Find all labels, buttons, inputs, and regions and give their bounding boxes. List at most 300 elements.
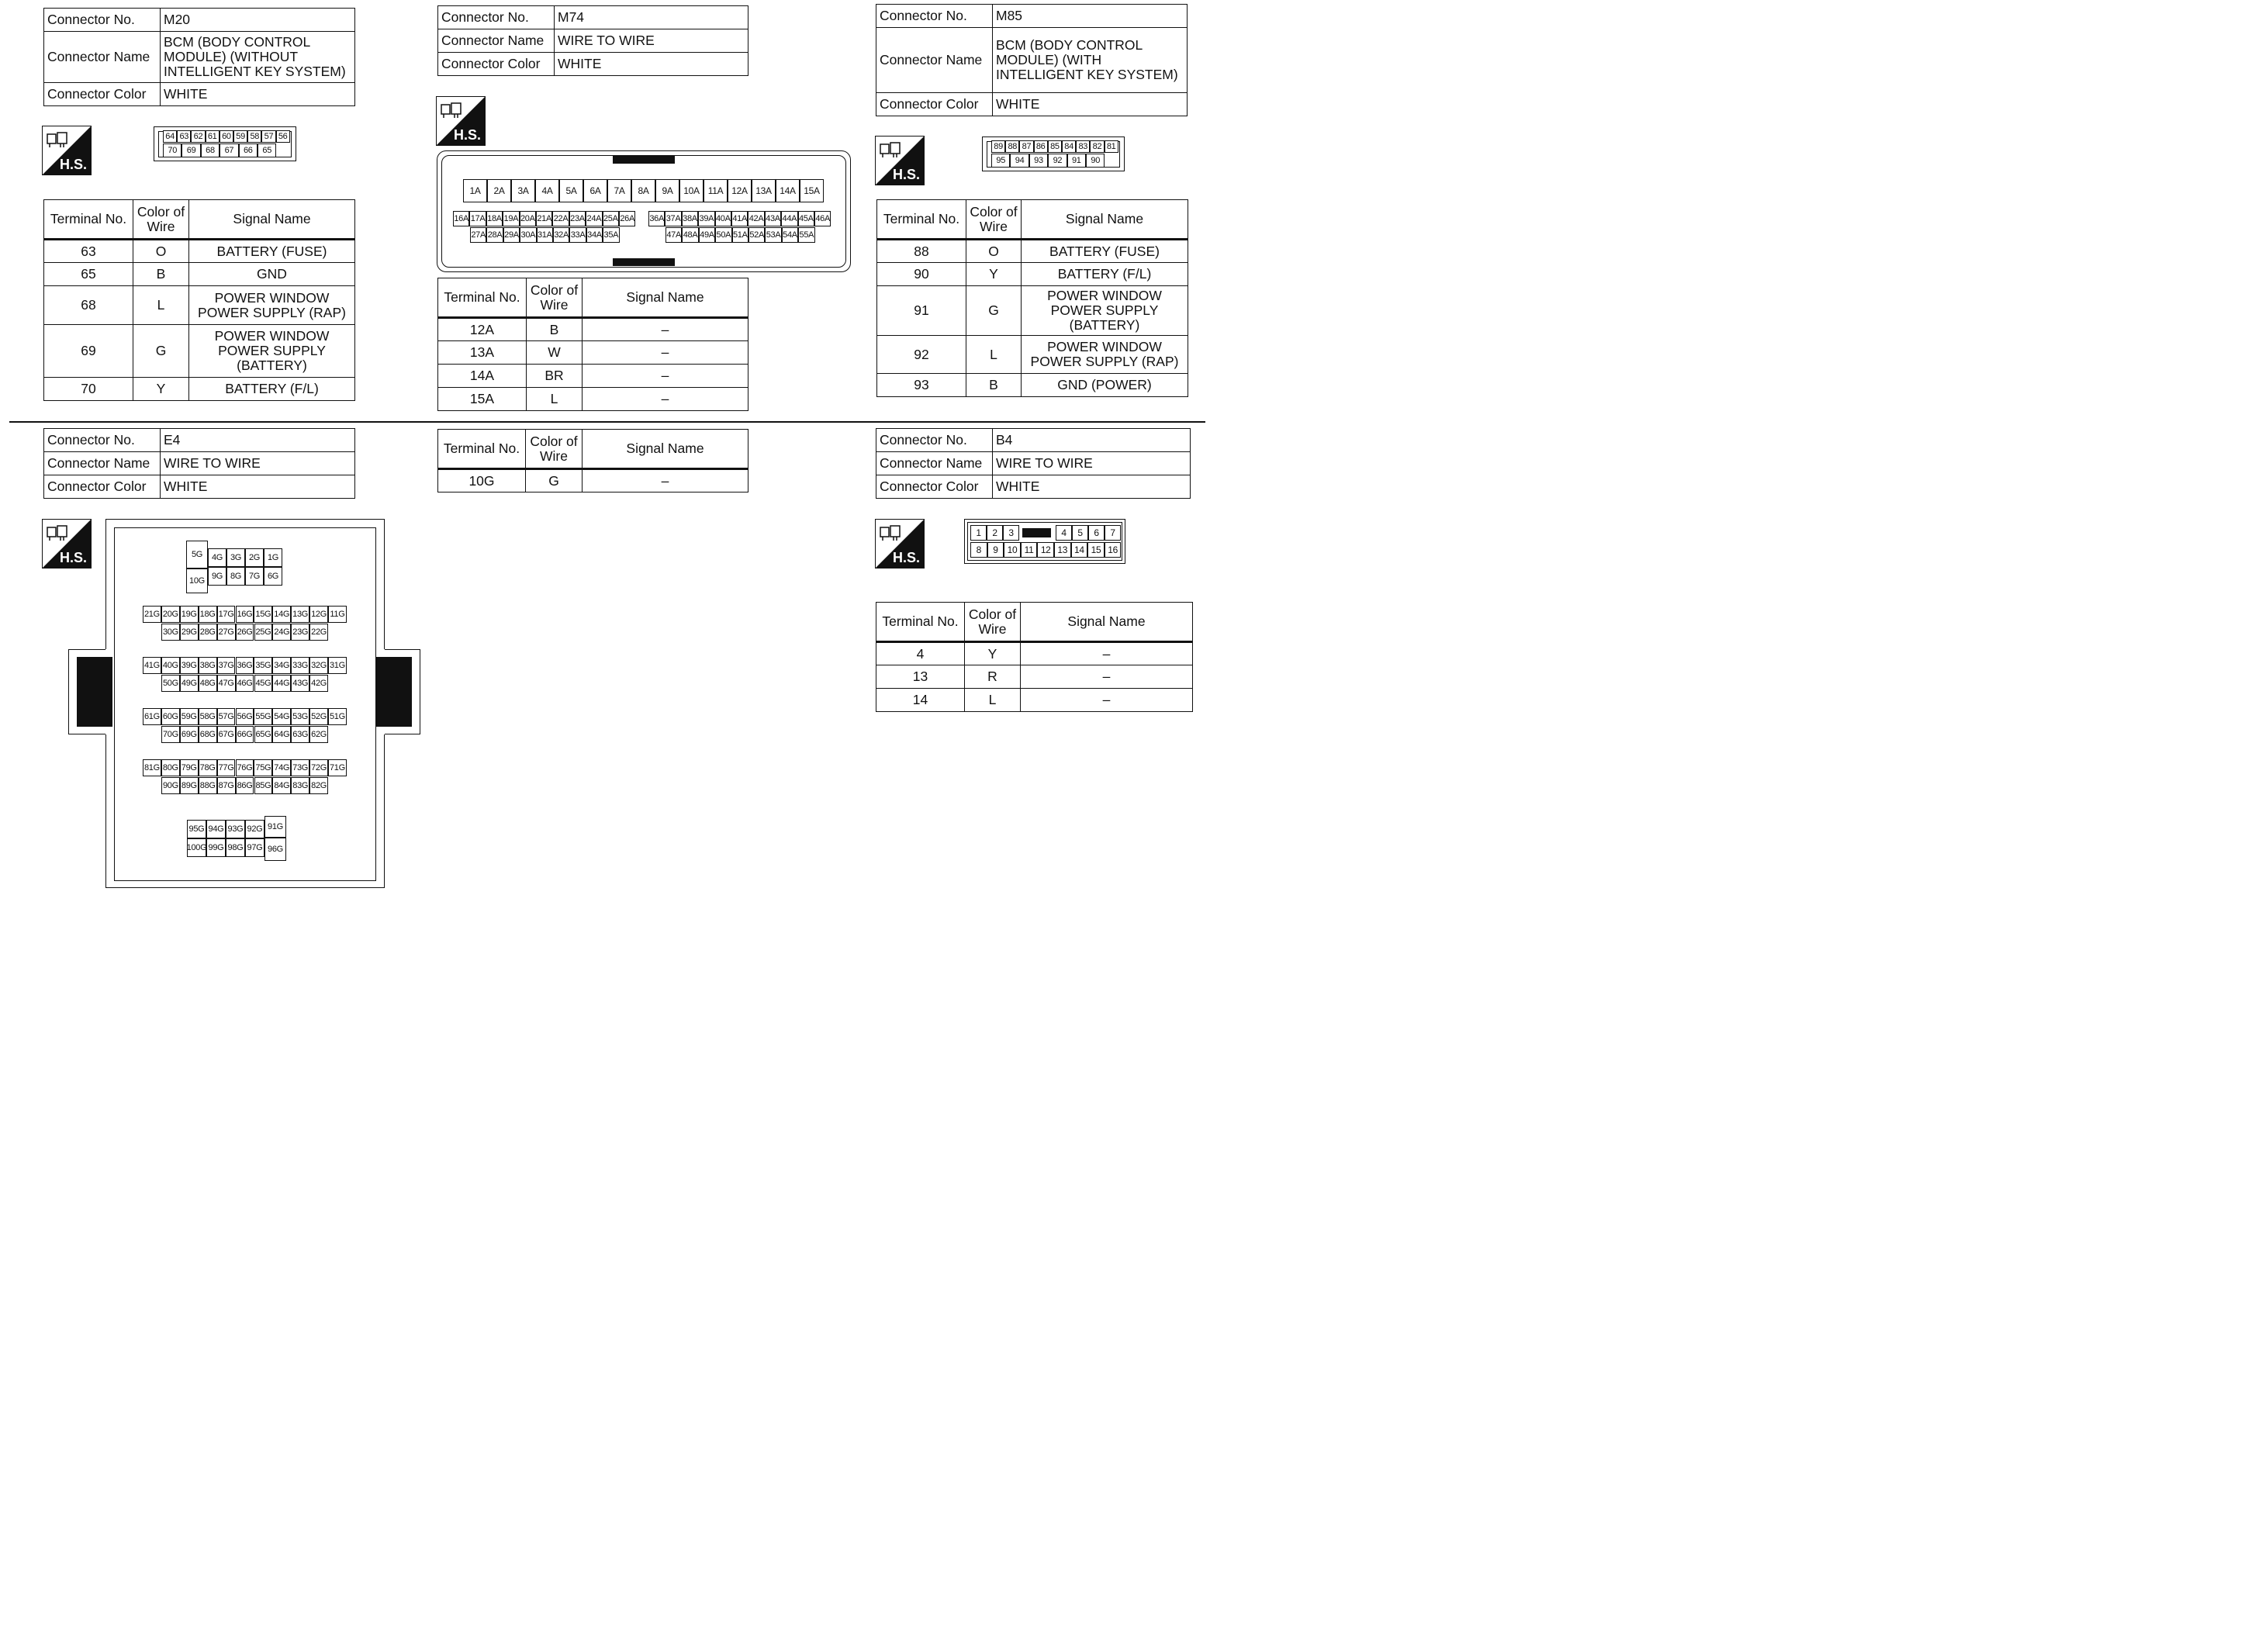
table-header: [44, 200, 355, 240]
terminal-pin: 38A: [682, 211, 698, 226]
table-row: [44, 240, 355, 263]
terminal-pin: 90G: [161, 777, 180, 794]
wire-color-cell: G: [133, 325, 189, 378]
table-row: [877, 286, 1188, 336]
terminal-pin: 26A: [619, 211, 635, 226]
wiring-connector-diagram: [0, 0, 1206, 891]
terminal-pin: 3: [1003, 525, 1019, 541]
connector-color-value: WHITE: [555, 53, 748, 76]
terminal-pin: 51G: [328, 708, 347, 725]
connector-color-value: WHITE: [993, 93, 1188, 116]
terminal-pin: 41G: [143, 657, 161, 674]
terminal-pin: 22A: [552, 211, 569, 226]
terminal-pin: 56G: [236, 708, 254, 725]
signal-name-cell: BATTERY (F/L): [1022, 263, 1188, 286]
terminal-no-cell: 63: [44, 240, 133, 263]
terminal-pin: 96G: [264, 838, 286, 861]
section-divider: [9, 421, 1205, 423]
terminal-pin: 89: [991, 140, 1005, 153]
connector-info-m85: [876, 4, 1188, 116]
terminal-pin: 68G: [199, 726, 217, 743]
terminal-pin: 36G: [236, 657, 254, 674]
terminal-pin: 29A: [503, 227, 520, 243]
terminal-pin: 32G: [309, 657, 328, 674]
terminal-pin: 14G: [272, 606, 291, 623]
wire-color-cell: Y: [965, 642, 1021, 665]
terminal-pin: 95: [991, 154, 1010, 168]
terminal-pin: 2A: [487, 179, 511, 202]
terminal-pin: 8: [970, 542, 987, 558]
terminal-pin: 50A: [715, 227, 731, 243]
terminal-pin: 87G: [217, 777, 236, 794]
table-row: [877, 374, 1188, 397]
terminal-pin: 40G: [161, 657, 180, 674]
terminal-pin: 71G: [328, 759, 347, 776]
terminal-no-cell: 69: [44, 325, 133, 378]
terminal-pin: 51A: [732, 227, 748, 243]
connector-name-value: WIRE TO WIRE: [993, 452, 1191, 475]
terminal-pin: 67G: [217, 726, 236, 743]
terminal-pin: 19G: [180, 606, 199, 623]
connector-no-value: E4: [161, 429, 355, 452]
connector-plug-icon: [880, 141, 901, 158]
harness-side-icon: [875, 136, 925, 185]
wire-color-cell: B: [133, 263, 189, 286]
connector-name-value: WIRE TO WIRE: [161, 452, 355, 475]
connector-face-b4: [964, 519, 1125, 564]
terminal-no-cell: 92: [877, 336, 966, 374]
terminal-pin: 35A: [603, 227, 619, 243]
label-connector-no: Connector No.: [438, 6, 555, 29]
terminal-no-cell: 15A: [438, 388, 527, 411]
terminal-pin: 6A: [583, 179, 607, 202]
terminal-pin: 4: [1056, 525, 1072, 541]
terminal-pin: 46G: [236, 675, 254, 692]
terminal-pin: 47G: [217, 675, 236, 692]
label-connector-name: Connector Name: [438, 29, 555, 53]
terminal-pin: 38G: [199, 657, 217, 674]
connector-face-m20: [154, 126, 296, 161]
terminal-pin: 13: [1054, 542, 1071, 558]
table-header: [876, 603, 1193, 642]
header-color-of-wire: Color of Wire: [527, 278, 583, 318]
table-header: [438, 278, 748, 318]
terminal-pin: 75G: [254, 759, 272, 776]
signal-name-cell: –: [583, 365, 748, 388]
wire-color-cell: G: [966, 286, 1022, 336]
terminal-pin: 12A: [728, 179, 752, 202]
terminal-pin: 44G: [272, 675, 291, 692]
terminal-pin: 97G: [245, 838, 264, 857]
terminal-pin: 61: [206, 130, 220, 143]
label-connector-name: Connector Name: [44, 452, 161, 475]
terminal-pin: 4G: [208, 548, 226, 567]
terminal-pin: 4A: [535, 179, 559, 202]
terminal-pin: 42G: [309, 675, 328, 692]
terminal-pin: 98G: [226, 838, 245, 857]
terminal-pin: 82: [1090, 140, 1104, 153]
wire-color-cell: L: [133, 286, 189, 325]
terminal-pin: 45G: [254, 675, 273, 692]
terminal-no-cell: 70: [44, 378, 133, 401]
terminal-pin: 29G: [180, 624, 199, 641]
terminal-table-b4: [876, 602, 1193, 712]
hs-label: H.S.: [892, 550, 920, 565]
terminal-pin: 41A: [731, 211, 748, 226]
harness-side-icon: [42, 126, 92, 175]
terminal-no-cell: 14: [876, 689, 965, 712]
terminal-pin: 70: [163, 143, 182, 157]
terminal-no-cell: 91: [877, 286, 966, 336]
table-row: [438, 318, 748, 341]
table-header: [438, 430, 748, 469]
signal-name-cell: GND: [189, 263, 355, 286]
terminal-pin: 54G: [272, 708, 291, 725]
terminal-pin: 52G: [309, 708, 328, 725]
terminal-pin: 36A: [648, 211, 665, 226]
terminal-pin: 46A: [814, 211, 831, 226]
connector-plug-icon: [880, 524, 901, 541]
terminal-pin: 73G: [291, 759, 309, 776]
terminal-pin: 62G: [309, 726, 328, 743]
terminal-pin: 59: [233, 130, 247, 143]
terminal-pin: 74G: [272, 759, 291, 776]
terminal-pin: 9G: [208, 567, 226, 586]
terminal-pin: 13A: [752, 179, 776, 202]
wire-color-cell: B: [527, 318, 583, 341]
terminal-pin: 19A: [503, 211, 519, 226]
terminal-pin: 9A: [655, 179, 679, 202]
terminal-pin: 87: [1019, 140, 1033, 153]
terminal-pin: 24A: [586, 211, 602, 226]
terminal-pin: 6G: [264, 567, 282, 586]
table-row: [44, 286, 355, 325]
terminal-pin: 18G: [199, 606, 217, 623]
terminal-no-cell: 65: [44, 263, 133, 286]
terminal-pin: 21G: [143, 606, 161, 623]
label-connector-name: Connector Name: [44, 32, 161, 83]
terminal-pin: 14A: [776, 179, 800, 202]
signal-name-cell: –: [583, 318, 748, 341]
terminal-pin: 92G: [245, 820, 264, 838]
hs-label: H.S.: [453, 127, 481, 143]
table-row: [438, 365, 748, 388]
terminal-pin: 79G: [180, 759, 199, 776]
terminal-pin: 64: [163, 130, 177, 143]
terminal-pin: 55A: [798, 227, 814, 243]
terminal-pin: 40A: [715, 211, 731, 226]
label-connector-no: Connector No.: [44, 9, 161, 32]
terminal-pin: 20A: [520, 211, 536, 226]
label-connector-color: Connector Color: [876, 93, 993, 116]
terminal-pin: 85: [1048, 140, 1062, 153]
label-connector-no: Connector No.: [876, 5, 993, 28]
connector-color-value: WHITE: [161, 475, 355, 499]
terminal-pin: 59G: [180, 708, 199, 725]
terminal-pin: 1: [970, 525, 987, 541]
connector-color-value: WHITE: [161, 83, 355, 106]
terminal-pin: 11: [1021, 542, 1038, 558]
terminal-pin: 72G: [309, 759, 328, 776]
terminal-pin: 64G: [272, 726, 291, 743]
terminal-pin: 27A: [470, 227, 486, 243]
terminal-pin: 88G: [199, 777, 217, 794]
terminal-pin: 15: [1087, 542, 1105, 558]
wire-color-cell: BR: [527, 365, 583, 388]
terminal-pin: 31A: [537, 227, 553, 243]
terminal-pin: 3A: [511, 179, 535, 202]
signal-name-cell: POWER WINDOW POWER SUPPLY (BATTERY): [1022, 286, 1188, 336]
terminal-no-cell: 13: [876, 665, 965, 689]
connector-info-e4: [43, 428, 355, 499]
table-row: [876, 665, 1193, 689]
signal-name-cell: –: [1021, 665, 1193, 689]
hs-label: H.S.: [59, 157, 87, 172]
terminal-no-cell: 90: [877, 263, 966, 286]
terminal-pin: 8G: [226, 567, 245, 586]
header-terminal-no: Terminal No.: [438, 430, 526, 469]
terminal-pin: 9: [987, 542, 1004, 558]
terminal-no-cell: 12A: [438, 318, 527, 341]
connector-name-value: BCM (BODY CONTROL MODULE) (WITHOUT INTELLIGENT KEY SYSTEM): [161, 32, 355, 83]
label-connector-name: Connector Name: [876, 452, 993, 475]
terminal-pin: 80G: [161, 759, 180, 776]
wire-color-cell: L: [965, 689, 1021, 712]
terminal-no-cell: 10G: [438, 469, 526, 492]
terminal-pin: 61G: [143, 708, 161, 725]
wire-color-cell: B: [966, 374, 1022, 397]
locking-tab: [613, 156, 675, 164]
terminal-pin: 31G: [328, 657, 347, 674]
terminal-pin: 1A: [463, 179, 487, 202]
table-row: [438, 388, 748, 411]
terminal-pin: 68: [201, 143, 220, 157]
table-row: [44, 263, 355, 286]
wire-color-cell: G: [526, 469, 583, 492]
terminal-pin: 69: [182, 143, 200, 157]
signal-name-cell: BATTERY (F/L): [189, 378, 355, 401]
wire-color-cell: R: [965, 665, 1021, 689]
header-color-of-wire: Color of Wire: [526, 430, 583, 469]
terminal-pin: 43G: [291, 675, 309, 692]
connector-face-e4: [68, 519, 420, 888]
terminal-pin: 25G: [254, 624, 273, 641]
terminal-table-m20: [43, 199, 355, 401]
terminal-pin: 16: [1105, 542, 1122, 558]
connector-info-m74: [437, 5, 748, 76]
terminal-pin: 28A: [486, 227, 503, 243]
hs-label: H.S.: [892, 167, 920, 182]
terminal-pin: 58: [247, 130, 261, 143]
connector-name-value: BCM (BODY CONTROL MODULE) (WITH INTELLIGENT KEY SYSTEM): [993, 28, 1188, 93]
terminal-pin: 57G: [217, 708, 236, 725]
terminal-pin: 32A: [553, 227, 569, 243]
terminal-pin: 84: [1062, 140, 1076, 153]
terminal-pin: 94: [1010, 154, 1029, 168]
terminal-pin: 34A: [586, 227, 603, 243]
signal-name-cell: –: [583, 469, 748, 492]
terminal-pin: 16A: [453, 211, 469, 226]
terminal-pin: 18A: [486, 211, 503, 226]
terminal-pin: 10G: [186, 569, 208, 593]
terminal-pin: 52A: [748, 227, 765, 243]
connector-face-m85: [982, 137, 1125, 171]
terminal-pin: 81: [1105, 140, 1118, 153]
terminal-pin: 15A: [800, 179, 824, 202]
terminal-pin: 89G: [180, 777, 199, 794]
table-row: [44, 325, 355, 378]
terminal-pin: 50G: [161, 675, 180, 692]
terminal-pin: 83G: [291, 777, 309, 794]
terminal-pin: 34G: [272, 657, 291, 674]
terminal-pin: 94G: [206, 820, 226, 838]
terminal-pin: 60G: [161, 708, 180, 725]
terminal-no-cell: 68: [44, 286, 133, 325]
terminal-pin: 14: [1071, 542, 1088, 558]
header-color-of-wire: Color of Wire: [966, 200, 1022, 240]
terminal-pin: 90: [1086, 154, 1105, 168]
terminal-pin: 62: [191, 130, 205, 143]
terminal-pin: 86: [1034, 140, 1048, 153]
terminal-pin: 20G: [161, 606, 180, 623]
terminal-no-cell: 93: [877, 374, 966, 397]
header-signal-name: Signal Name: [1021, 603, 1193, 642]
terminal-table-e4: [437, 429, 748, 492]
locking-tab: [376, 657, 412, 727]
terminal-pin: 83: [1076, 140, 1090, 153]
terminal-table-m74: [437, 278, 748, 411]
terminal-pin: 65: [258, 143, 276, 157]
terminal-pin: 92: [1048, 154, 1067, 168]
terminal-pin: 12G: [309, 606, 328, 623]
signal-name-cell: BATTERY (FUSE): [189, 240, 355, 263]
terminal-pin: 78G: [199, 759, 217, 776]
connector-color-value: WHITE: [993, 475, 1191, 499]
terminal-pin: 2: [987, 525, 1003, 541]
harness-side-icon: [875, 519, 925, 569]
table-row: [877, 240, 1188, 263]
terminal-pin: 6: [1088, 525, 1105, 541]
connector-name-value: WIRE TO WIRE: [555, 29, 748, 53]
terminal-pin: 84G: [272, 777, 291, 794]
terminal-pin: 60: [220, 130, 233, 143]
signal-name-cell: BATTERY (FUSE): [1022, 240, 1188, 263]
terminal-pin: 21A: [536, 211, 552, 226]
terminal-pin: 10A: [679, 179, 704, 202]
table-row: [877, 336, 1188, 374]
terminal-pin: 53A: [765, 227, 781, 243]
terminal-pin: 30G: [161, 624, 180, 641]
terminal-pin: 12: [1037, 542, 1054, 558]
table-row: [438, 341, 748, 365]
terminal-pin: 7: [1105, 525, 1121, 541]
terminal-pin: 85G: [254, 777, 273, 794]
terminal-pin: 8A: [631, 179, 655, 202]
signal-name-cell: POWER WINDOW POWER SUPPLY (RAP): [1022, 336, 1188, 374]
header-terminal-no: Terminal No.: [44, 200, 133, 240]
table-row: [876, 689, 1193, 712]
terminal-pin: 25A: [603, 211, 619, 226]
wire-color-cell: Y: [966, 263, 1022, 286]
table-header: [877, 200, 1188, 240]
terminal-pin: 23G: [291, 624, 309, 641]
locking-tab: [77, 657, 112, 727]
terminal-pin: 65G: [254, 726, 273, 743]
connector-plug-icon: [47, 524, 68, 541]
header-signal-name: Signal Name: [1022, 200, 1188, 240]
table-row: [438, 469, 748, 492]
terminal-pin: 54A: [782, 227, 798, 243]
hs-label: H.S.: [59, 550, 87, 565]
signal-name-cell: GND (POWER): [1022, 374, 1188, 397]
terminal-pin: 100G: [187, 838, 206, 857]
header-signal-name: Signal Name: [583, 430, 748, 469]
header-terminal-no: Terminal No.: [438, 278, 527, 318]
terminal-no-cell: 88: [877, 240, 966, 263]
label-connector-no: Connector No.: [876, 429, 993, 452]
terminal-pin: 53G: [291, 708, 309, 725]
key-slot: [1022, 528, 1051, 537]
terminal-pin: 7G: [245, 567, 264, 586]
signal-name-cell: POWER WINDOW POWER SUPPLY (RAP): [189, 286, 355, 325]
terminal-pin: 76G: [236, 759, 254, 776]
signal-name-cell: –: [1021, 689, 1193, 712]
connector-no-value: M85: [993, 5, 1188, 28]
signal-name-cell: –: [1021, 642, 1193, 665]
wire-color-cell: Y: [133, 378, 189, 401]
terminal-no-cell: 13A: [438, 341, 527, 365]
terminal-pin: 44A: [781, 211, 797, 226]
table-row: [44, 378, 355, 401]
terminal-pin: 33G: [291, 657, 309, 674]
terminal-pin: 30A: [520, 227, 536, 243]
terminal-pin: 27G: [217, 624, 236, 641]
header-color-of-wire: Color of Wire: [133, 200, 189, 240]
connector-plug-icon: [441, 102, 462, 119]
signal-name-cell: –: [583, 341, 748, 365]
terminal-pin: 1G: [264, 548, 282, 567]
terminal-pin: 93G: [226, 820, 245, 838]
terminal-pin: 56: [276, 130, 290, 143]
terminal-no-cell: 4: [876, 642, 965, 665]
terminal-pin: 70G: [161, 726, 180, 743]
terminal-pin: 86G: [236, 777, 254, 794]
connector-no-value: M20: [161, 9, 355, 32]
terminal-pin: 63G: [291, 726, 309, 743]
terminal-pin: 88: [1005, 140, 1019, 153]
connector-face-m74: [437, 150, 851, 272]
terminal-pin: 33A: [569, 227, 586, 243]
wire-color-cell: L: [966, 336, 1022, 374]
label-connector-color: Connector Color: [44, 475, 161, 499]
terminal-pin: 49G: [180, 675, 199, 692]
terminal-pin: 16G: [236, 606, 254, 623]
terminal-pin: 48A: [682, 227, 698, 243]
label-connector-name: Connector Name: [876, 28, 993, 93]
terminal-pin: 66: [239, 143, 258, 157]
signal-name-cell: –: [583, 388, 748, 411]
terminal-pin: 95G: [187, 820, 206, 838]
terminal-pin: 5A: [559, 179, 583, 202]
terminal-pin: 5: [1072, 525, 1088, 541]
terminal-pin: 23A: [569, 211, 586, 226]
wire-color-cell: O: [133, 240, 189, 263]
table-row: [877, 263, 1188, 286]
terminal-pin: 45A: [798, 211, 814, 226]
locking-tab: [613, 258, 675, 266]
terminal-pin: 48G: [199, 675, 217, 692]
terminal-pin: 13G: [291, 606, 309, 623]
